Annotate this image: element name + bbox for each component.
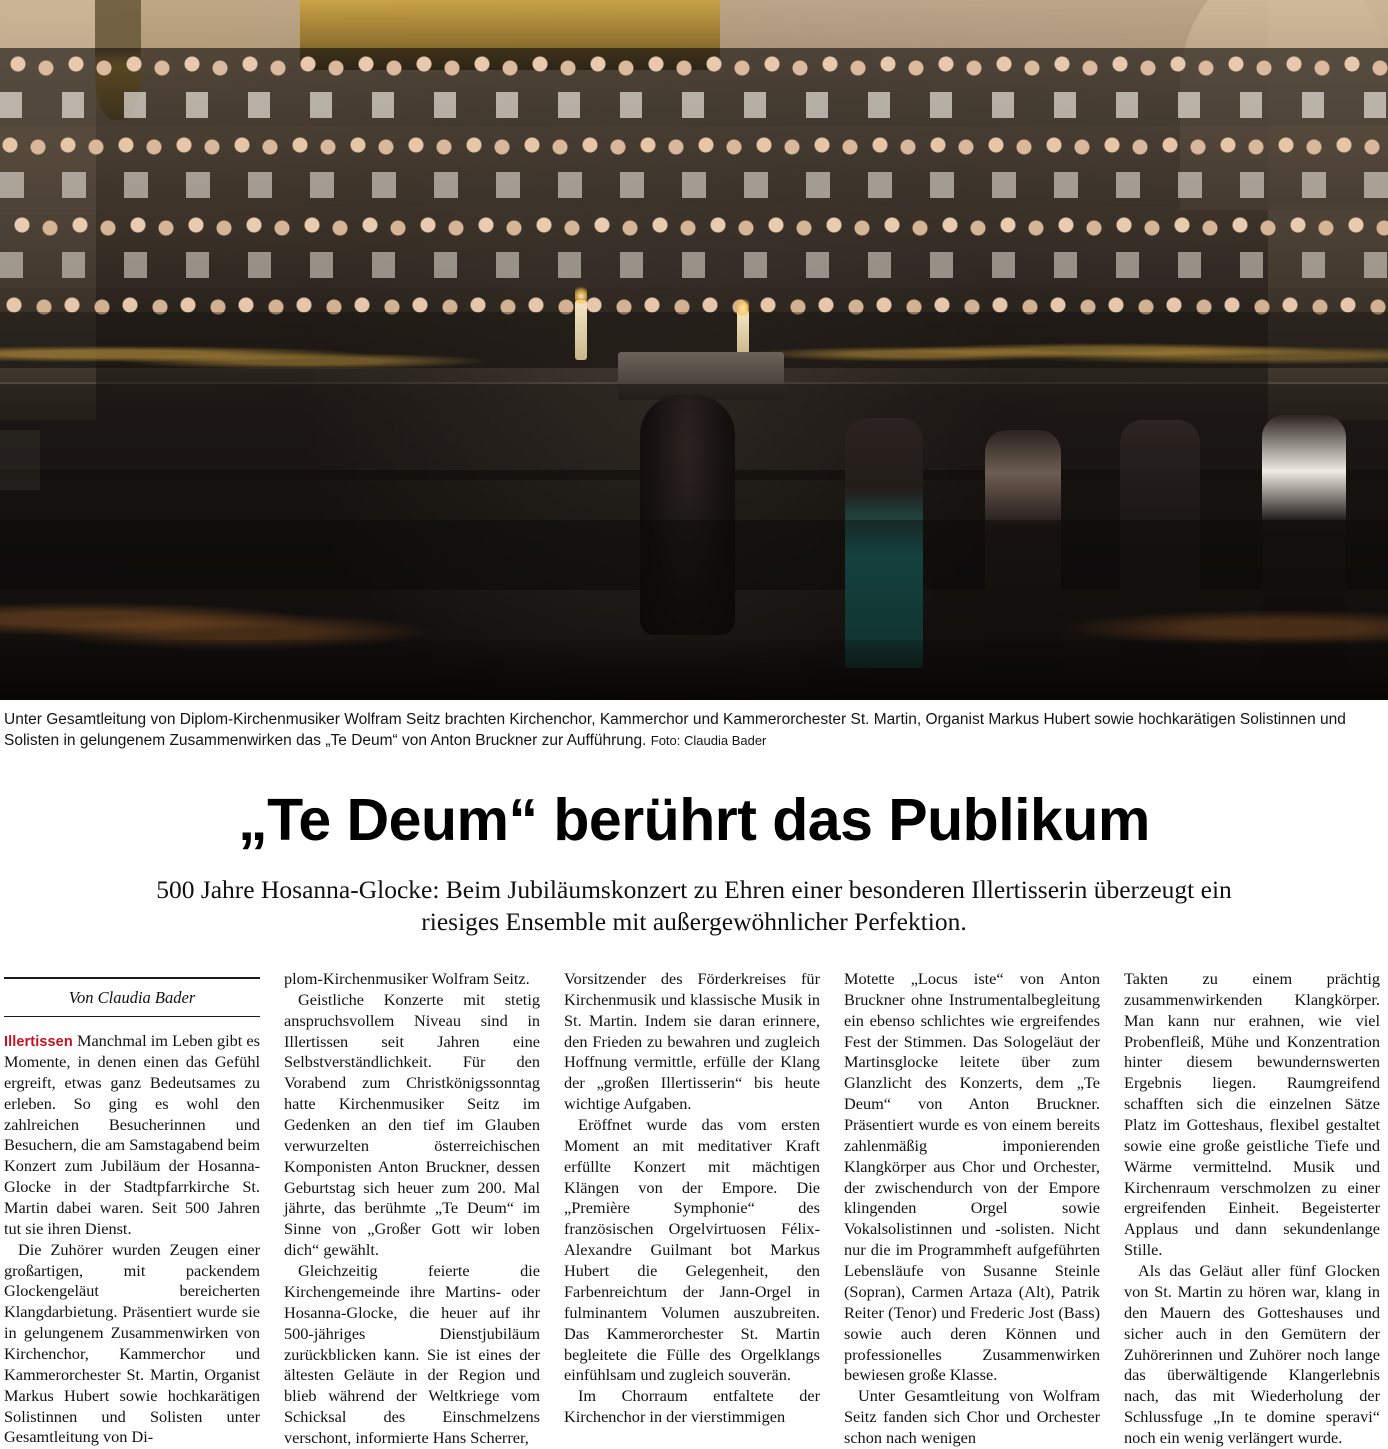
paragraph: plom-Kirchenmusiker Wolfram Seitz. <box>284 969 530 989</box>
choir-faces-row <box>0 52 1388 82</box>
paragraph: Geistliche Konzerte mit stetig anspruchsvollem Niveau sind in Illertissen seit Jahren eine Selbstverständlichkeit. Für den Vorabend zum Christkönigssonntag hatte Kirchenmusiker Seitz im Gedenken an den tief im Glauben verwurzelten österreichischen Komponisten Anton Bruckner, dessen Geburtstag sich heuer zum 200. Mal jährte, das berühmte „Te Deum“ im Sinne von „Großer Gott wir loben dich“ gewählt. <box>284 989 540 1260</box>
paragraph: Die Zuhörer wurden Zeugen einer großartigen, mit packendem Glockengeläut bereicherten Klangdarbietung. Präsentiert wurde sie in gelungenem Zusammenwirken von Kirchenchor, Kammerchor und Kammerorchester St. Martin, Organist Markus Hubert sowie hochkarätigen Solistinnen und Solisten unter Gesamtleitung von Di- <box>4 1239 260 1447</box>
article-headline: „Te Deum“ berührt das Publikum <box>238 786 1150 853</box>
paragraph: Als das Geläut aller fünf Glocken von St. Martin zu hören war, klang in den Mauern des Gotteshauses und sicher auch in den Gemütern der Zuhörerinnen und Zuhörer noch lange das überwältigende Klangerlebnis nach, das mit Wiederholung der Schlussfuge „In te domine speravi“ noch ein wenig verlängert wurde. <box>1124 1261 1380 1447</box>
choir-faces-row <box>0 212 1388 242</box>
altar-candle <box>575 300 587 360</box>
photo-credit: Foto: Claudia Bader <box>650 732 767 748</box>
paragraph-text: Manchmal im Leben gibt es Momente, in denen einen das Gefühl ergreift, etwas ganz Bedeutsames zu erleben. So ging es wohl den zahlreichen Besucherinnen und Besuchern, die am Samstagabend beim Konzert zum Jubiläum der Hosanna-Glocke in der Stadtpfarrkirche St. Martin dabei waren. Seit 500 Jahren tut sie ihren Dienst. <box>4 1031 260 1238</box>
church-floor <box>0 640 1388 700</box>
article-subhead: 500 Jahre Hosanna-Glocke: Beim Jubiläumskonzert zu Ehren einer besonderen Illertisserin überzeugt ein riesiges Ensemble mit außergewöhnlicher Perfektion. <box>156 874 1232 937</box>
altar-candle <box>737 310 749 354</box>
article-photo <box>0 0 1388 700</box>
byline-rule-bottom <box>4 1016 260 1017</box>
candle-flame <box>737 296 749 316</box>
article-column-5 <box>1124 969 1380 1449</box>
choir-scores-row <box>0 252 1388 278</box>
choir-faces-row <box>0 132 1388 162</box>
byline-rule-top <box>4 977 260 979</box>
paragraph: Motette „Locus iste“ von Anton Bruckner ohne Instrumentalbegleitung ein ebenso schlichtes wie ergreifendes Fest der Stimmen. Das Sologeläut der Martinsglocke leitete über zum Glanzlicht des Konzerts, dem „Te Deum“ von Anton Bruckner. Präsentiert wurde es von einem bereits zahlenmäßig imponierenden Klangkörper aus Chor und Orchester, der zwischendurch von der Empore klingenden Orgel sowie Vokalsolistinnen und -solisten. Nicht nur die im Programmheft aufgeführten Lebensläufe von Susanne Steinle (Sopran), Carmen Artaza (Alt), Patrik Reiter (Tenor) und Frederic Jost (Bass) sowie auch deren Können und professionelles Zusammenwirken bewiesen große Klasse. <box>844 969 1100 1385</box>
article-column-3 <box>564 969 820 1428</box>
candle-flame <box>575 284 587 304</box>
article-column-4 <box>844 969 1100 1449</box>
photo-caption <box>0 700 1388 752</box>
choir-scores-row <box>0 172 1388 198</box>
paragraph: Unter Gesamtleitung von Wolfram Seitz fanden sich Chor und Orchester schon nach wenigen <box>844 1386 1100 1447</box>
article-body <box>0 969 1388 1449</box>
choir-scores-row <box>0 92 1388 118</box>
article-column-2 <box>284 969 540 1449</box>
paragraph: Vorsitzender des Förderkreises für Kirchenmusik und klassische Musik in St. Martin. Indem sie daran erinnere, den Frieden zu bewahren und zugleich Hoffnung vermittle, erfülle der Klang der „großen Illertisserin“ bis heute wichtige Aufgaben. <box>564 969 820 1114</box>
article-byline: Von Claudia Bader <box>68 988 196 1008</box>
paragraph: Eröffnet wurde das vom ersten Moment an mit meditativer Kraft erfüllte Konzert mit mächtigen Klängen von der Empore. Die „Première Symphonie“ des französischen Orgelvirtuosen Félix-Alexandre Guilmant bot Markus Hubert die Gelegenheit, den Farbenreichtum der Jann-Orgel in fulminantem Volumen auszubreiten. Das Kammerorchester St. Martin begleitete die Fülle des Orgelklangs einfühlsam und zugleich souverän. <box>564 1115 820 1385</box>
paragraph: Im Chorraum entfaltete der Kirchenchor in der vierstimmigen <box>564 1386 820 1427</box>
caption-text: Unter Gesamtleitung von Diplom-Kirchenmusiker Wolfram Seitz brachten Kirchenchor, Kammerchor und Kammerorchester St. Martin, Organist Markus Hubert sowie hochkarätigen Solistinnen und Solisten in gelungenem Zusammenwirken das „Te Deum“ von Anton Bruckner zur Aufführung. <box>4 711 1346 749</box>
paragraph <box>4 1031 260 1240</box>
dateline: Illertissen <box>4 1034 73 1051</box>
paragraph: Takten zu einem prächtig zusammenwirkenden Klangkörper. Man kann nur erahnen, wie viel Probenfleiß, Mühe und Konzentration hinter diesem bewundernswerten Ergebnis liegen. Raumgreifend schafften sich die einzelnen Sätze Platz im Gotteshaus, flexibel gestaltet sowie eine große geistliche Tiefe und Wärme vermittelnd. Musik und Kirchenraum verschmolzen zu einer ergreifenden Einheit. Begeisterter Applaus und dann sekundenlange Stille. <box>1124 969 1380 1260</box>
article-column-1 <box>4 969 260 1448</box>
paragraph: Gleichzeitig feierte die Kirchengemeinde ihre Martins- oder Hosanna-Glocke, die heuer auf ihr 500-jähriges Dienstjubiläum zurückblicken kann. Sie ist eines der ältesten Geläute in der Region und blieb während der Weltkriege vom Schicksal des Einschmelzens verschont, informierte Hans Scherrer, <box>284 1261 540 1447</box>
